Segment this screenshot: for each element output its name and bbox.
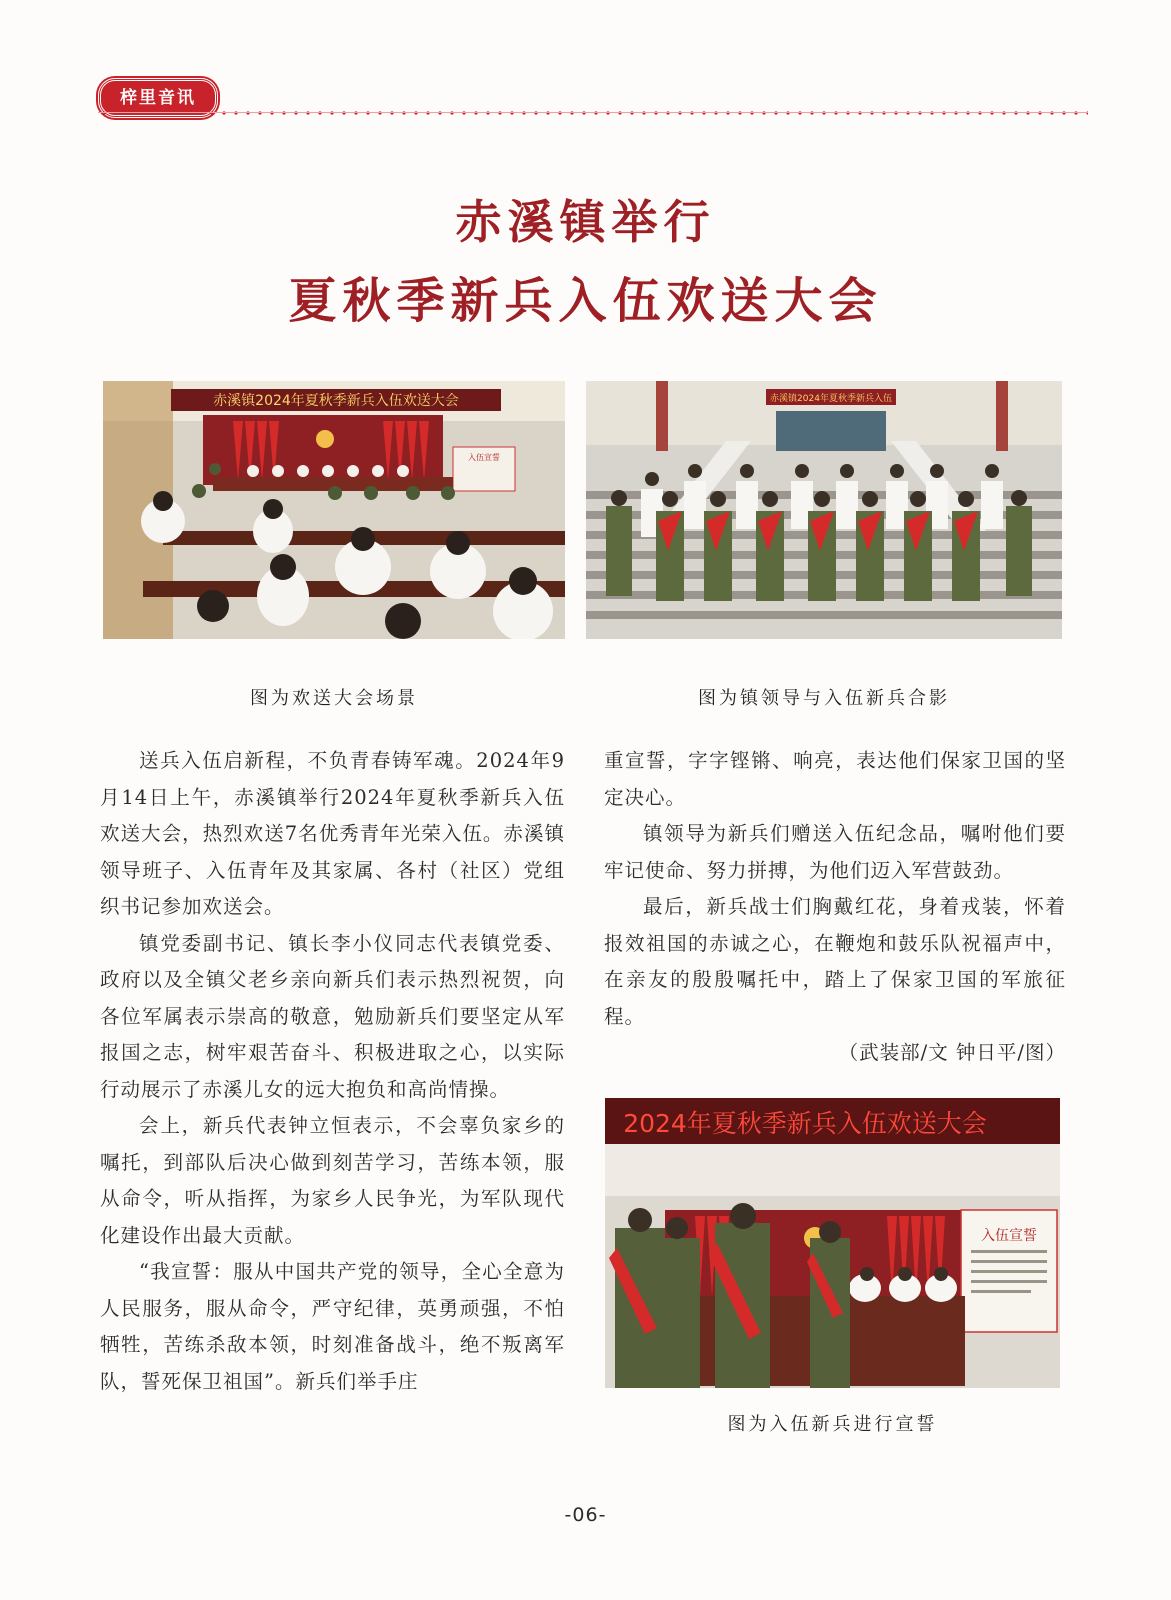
article-paragraph: 会上，新兵代表钟立恒表示，不会辜负家乡的嘱托，到部队后决心做到刻苦学习，苦练本领，服从命令，听从指挥，为家乡人民争光，为军队现代化建设作出最大贡献。 [100, 1114, 565, 1247]
article-paragraph: 最后，新兵战士们胸戴红花，身着戎装，怀着报效祖国的赤诚之心，在鞭炮和鼓乐队祝福声中，在亲友的殷殷嘱托中，踏上了保家卫国的军旅征程。 [604, 895, 1066, 1028]
article-paragraph: 镇领导为新兵们赠送入伍纪念品，嘱咐他们要牢记使命、努力拼搏，为他们迈入军营鼓劲。 [604, 822, 1066, 882]
photo-recruits-oath [605, 1098, 1060, 1388]
article-body-right-column [604, 743, 1066, 1072]
oath-board-text: 入伍宣誓 [981, 1228, 1037, 1244]
article-paragraph: “我宣誓：服从中国共产党的领导，全心全意为人民服务，服从命令，严守纪律，英勇顽强，不怕牺牲，苦练杀敌本领，时刻准备战斗，绝不叛离军队，誓死保卫祖国”。新兵们举手庄 [100, 1260, 565, 1393]
photo-caption-group: 图为镇领导与入伍新兵合影 [698, 688, 950, 709]
article-paragraph: 送兵入伍启新程，不负青春铸军魂。2024年9月14日上午，赤溪镇举行2024年夏秋季新兵入伍欢送大会，热烈欢送7名优秀青年光荣入伍。赤溪镇领导班子、入伍青年及其家属、各村（社区）党组织书记参加欢送会。 [100, 749, 565, 918]
steps-banner-text: 赤溪镇2024年夏秋季新兵入伍 [770, 394, 892, 404]
article-paragraph-continued: 重宣誓，字字铿锵、响亮，表达他们保家卫国的坚定决心。 [604, 749, 1066, 809]
section-badge: 梓里音讯 [98, 78, 218, 118]
article-title-line-2: 夏秋季新兵入伍欢送大会 [288, 273, 883, 329]
article-paragraph: 镇党委副书记、镇长李小仪同志代表镇党委、政府以及全镇父老乡亲向新兵们表示热烈祝贺，向各位军属表示崇高的敬意，勉励新兵们要坚定从军报国之志，树牢艰苦奋斗、积极进取之心，以实际行动展示了赤溪儿女的远大抱负和高尚情操。 [100, 931, 565, 1101]
article-body-left-column [100, 743, 565, 1400]
article-title-line-1: 赤溪镇举行 [455, 195, 716, 249]
photo-caption-meeting: 图为欢送大会场景 [250, 688, 418, 709]
photo-meeting-scene [103, 381, 565, 639]
meeting-banner-text: 赤溪镇2024年夏秋季新兵入伍欢送大会 [213, 393, 459, 409]
oath-banner-text: 2024年夏秋季新兵入伍欢送大会 [623, 1109, 987, 1138]
header-divider [98, 110, 1088, 116]
article-credit: （武装部/文 钟日平/图） [838, 1041, 1066, 1064]
photo-group-on-steps [586, 381, 1062, 639]
oath-sign-text: 入伍宣誓 [468, 453, 500, 462]
page-number: -06- [564, 1504, 607, 1526]
photo-caption-oath: 图为入伍新兵进行宣誓 [727, 1414, 938, 1435]
